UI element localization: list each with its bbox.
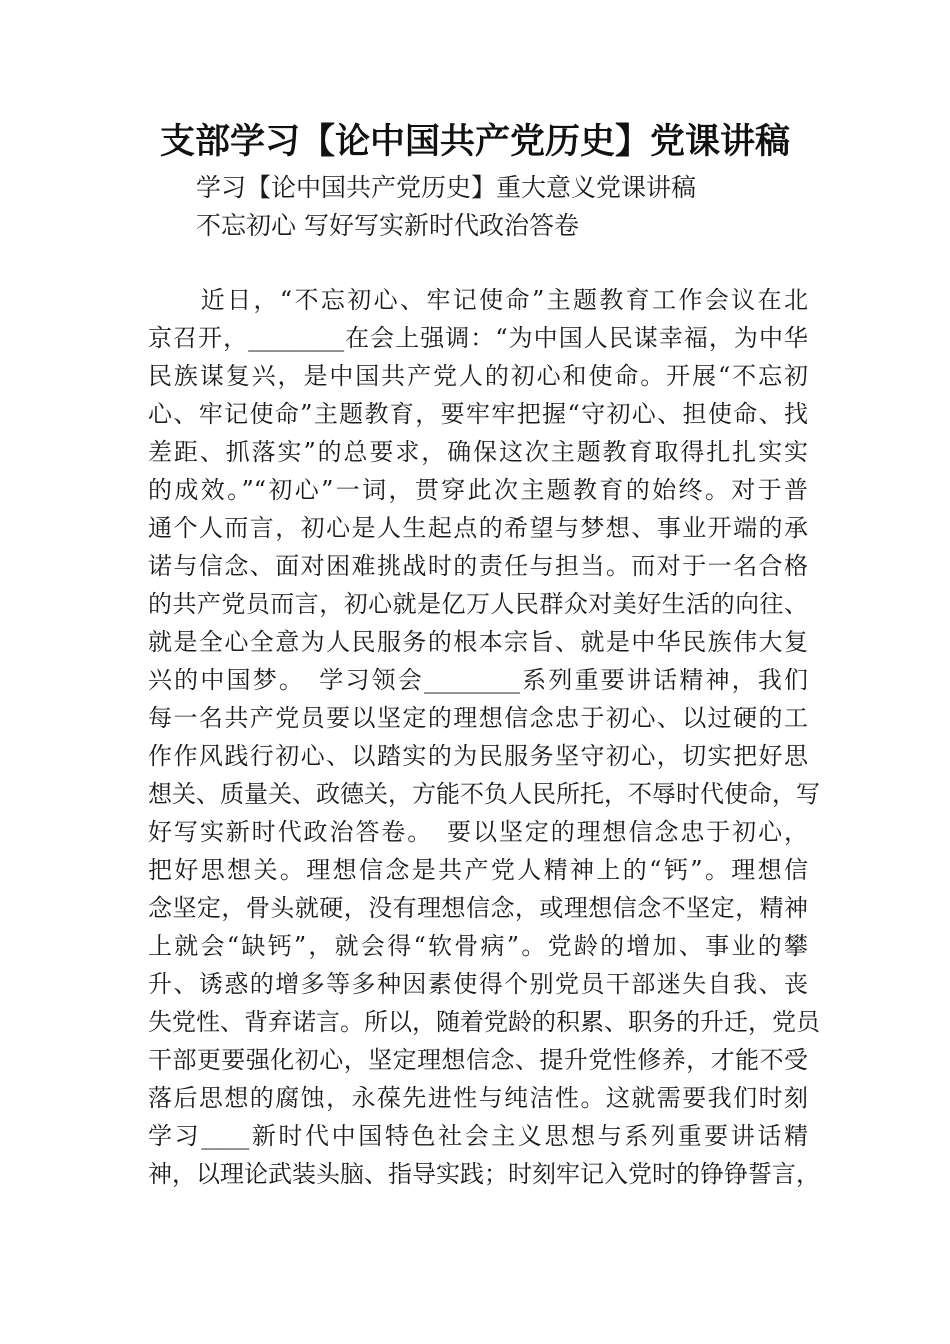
body-line: 民族谋复兴，是中国共产党人的初心和使命。开展“不忘初 xyxy=(148,362,808,390)
body-line: 上就会“缺钙”，就会得“软骨病”。党龄的增加、事业的攀 xyxy=(148,932,808,960)
body-line: 作作风践行初心、以踏实的为民服务坚守初心，切实把好思 xyxy=(148,742,808,770)
body-line: 念坚定，骨头就硬，没有理想信念，或理想信念不坚定，精神 xyxy=(148,894,808,922)
body-line: 兴的中国梦。 学习领会________系列重要讲话精神，我们 xyxy=(148,666,808,694)
body-line: 差距、抓落实”的总要求，确保这次主题教育取得扎扎实实 xyxy=(148,438,808,466)
body-line: 好写实新时代政治答卷。 要以坚定的理想信念忠于初心， xyxy=(148,818,808,846)
body-line: 心、牢记使命”主题教育，要牢牢把握“守初心、担使命、找 xyxy=(148,400,808,428)
body-line: 把好思想关。理想信念是共产党人精神上的“钙”。理想信 xyxy=(148,856,808,884)
document-subtitle-1: 学习【论中国共产党历史】重大意义党课讲稿 xyxy=(196,173,697,202)
document-title: 支部学习【论中国共产党历史】党课讲稿 xyxy=(159,122,790,162)
body-line: 干部更要强化初心，坚定理想信念、提升党性修养，才能不受 xyxy=(148,1046,808,1074)
body-line: 近日，“不忘初心、牢记使命”主题教育工作会议在北 xyxy=(148,286,808,314)
body-line: 京召开，________在会上强调：“为中国人民谋幸福，为中华 xyxy=(148,324,808,352)
body-line: 的共产党员而言，初心就是亿万人民群众对美好生活的向往、 xyxy=(148,590,808,618)
body-line: 想关、质量关、政德关，方能不负人民所托，不辱时代使命，写 xyxy=(148,780,820,808)
body-line: 学习____新时代中国特色社会主义思想与系列重要讲话精 xyxy=(148,1122,808,1150)
body-line: 诺与信念、面对困难挑战时的责任与担当。而对于一名合格 xyxy=(148,552,808,580)
document-body xyxy=(148,281,820,1193)
body-line: 的成效。”“初心”一词，贯穿此次主题教育的始终。对于普 xyxy=(148,476,808,504)
body-line: 通个人而言，初心是人生起点的希望与梦想、事业开端的承 xyxy=(148,514,808,542)
body-line: 升、诱惑的增多等多种因素使得个别党员干部迷失自我、丧 xyxy=(148,970,808,998)
body-line: 失党性、背弃诺言。所以，随着党龄的积累、职务的升迁，党员 xyxy=(148,1008,820,1036)
body-line: 每一名共产党员要以坚定的理想信念忠于初心、以过硬的工 xyxy=(148,704,808,732)
body-line: 神，以理论武装头脑、指导实践；时刻牢记入党时的铮铮誓言， xyxy=(148,1160,820,1188)
body-line: 就是全心全意为人民服务的根本宗旨、就是中华民族伟大复 xyxy=(148,628,808,656)
document-subtitle-2: 不忘初心 写好写实新时代政治答卷 xyxy=(196,211,579,240)
body-line: 落后思想的腐蚀，永葆先进性与纯洁性。这就需要我们时刻 xyxy=(148,1084,808,1112)
